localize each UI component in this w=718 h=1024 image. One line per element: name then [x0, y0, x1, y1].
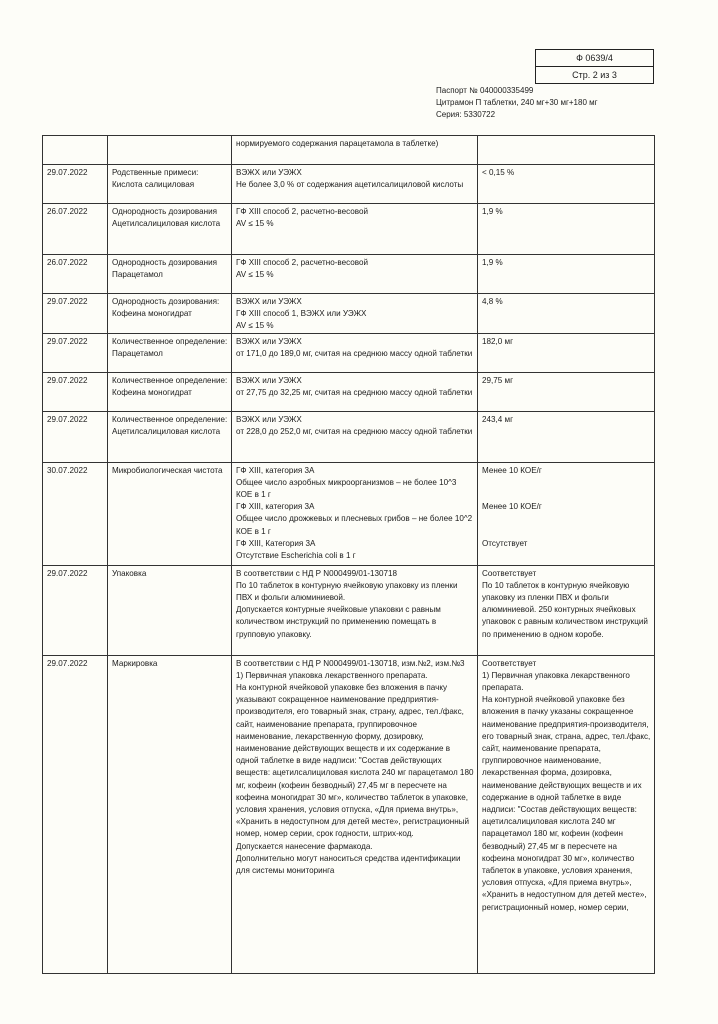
test-requirement: В соответствии с НД Р N000499/01-130718, изм.№2, изм.№3 1) Первичная упаковка лекарственного препарата. На контурной ячейковой упаковке без вложения в пачку указывают сокращенное наименование предприятия-производителя, его товарный знак, страну, адрес, тел./факс, сайт, наименование препарата, группировочное наименование, лекарственную форму, дозировку, наименование действующих веществ и их содержание в одной таблетке в виде надписи: "Состав действующих веществ: ацетилсалициловая кислота 240 мг парацетамол 180 мг, кофеин (кофеин безводный) 27,45 мг в пересчете на кофеина моногидрат 30 мг», количество таблеток в упаковке, условия хранения, условия отпуска, «Для приема внутрь», «Хранить в недоступном для детей месте», регистрационный номер, номер серии, срок годности, штрих-код. Допускается нанесение фармакода. Дополнительно могут наноситься средства идентификации для системы мониторинга — [232, 655, 478, 973]
table-row — [43, 565, 655, 655]
form-code-box — [535, 49, 654, 84]
test-requirement: ВЭЖХ или УЭЖХ от 27,75 до 32,25 мг, считая на среднюю массу одной таблетки — [232, 372, 478, 411]
test-parameter: Однородность дозирования: Кофеина моногидрат — [108, 294, 232, 334]
test-requirement: ГФ XIII способ 2, расчетно-весовой AV ≤ 15 % — [232, 204, 478, 255]
test-parameter: Однородность дозирования Парацетамол — [108, 255, 232, 294]
test-parameter: Микробиологическая чистота — [108, 462, 232, 565]
table-row — [43, 411, 655, 462]
test-requirement: ВЭЖХ или УЭЖХ ГФ XIII способ 1, ВЭЖХ или УЭЖХ AV ≤ 15 % — [232, 294, 478, 334]
test-result — [478, 136, 655, 165]
test-date: 26.07.2022 — [43, 255, 108, 294]
product-name: Цитрамон П таблетки, 240 мг+30 мг+180 мг — [436, 98, 598, 107]
test-date: 29.07.2022 — [43, 565, 108, 655]
test-parameter: Количественное определение: Ацетилсалициловая кислота — [108, 411, 232, 462]
test-requirement: ВЭЖХ или УЭЖХ от 171,0 до 189,0 мг, считая на среднюю массу одной таблетки — [232, 333, 478, 372]
test-date: 29.07.2022 — [43, 655, 108, 973]
test-results-table — [42, 135, 655, 974]
test-parameter: Однородность дозирования Ацетилсалициловая кислота — [108, 204, 232, 255]
test-requirement: ГФ XIII, категория 3А Общее число аэробных микроорганизмов – не более 10^3 КОЕ в 1 г ГФ XIII, категория 3А Общее число дрожжевых и плесневых грибов – не более 10^2 КОЕ в 1 г ГФ XIII, Категория 3А Отсутствие Escherichia coli в 1 г — [232, 462, 478, 565]
table-row — [43, 372, 655, 411]
test-parameter: Маркировка — [108, 655, 232, 973]
table-row — [43, 165, 655, 204]
test-result: Менее 10 КОЕ/г Менее 10 КОЕ/г Отсутствует — [478, 462, 655, 565]
page-number: Стр. 2 из 3 — [536, 66, 653, 83]
test-result: 243,4 мг — [478, 411, 655, 462]
test-result: 1,9 % — [478, 255, 655, 294]
test-result: Соответствует 1) Первичная упаковка лекарственного препарата. На контурной ячейковой упаковке без вложения в пачку указаны сокращенное наименование предприятия-производителя, его товарный знак, страна, адрес, тел./факс, сайт, наименование препарата, группировочное наименование, лекарственная форма, дозировка, наименование действующих веществ и их содержание в одной таблетке в виде надписи: "Состав действующих веществ: ацетилсалициловая кислота 240 мг парацетамол 180 мг, кофеин (кофеин безводный) 27,45 мг в пересчете на кофеина моногидрат 30 мг», количество таблеток в упаковке, условия хранения, условия отпуска, «Для приема внутрь», «Хранить в недоступном для детей месте», регистрационный номер, номер серии, — [478, 655, 655, 973]
test-parameter: Упаковка — [108, 565, 232, 655]
test-parameter: Родственные примеси: Кислота салициловая — [108, 165, 232, 204]
test-date — [43, 136, 108, 165]
test-parameter — [108, 136, 232, 165]
test-requirement: ВЭЖХ или УЭЖХ Не более 3,0 % от содержания ацетилсалициловой кислоты — [232, 165, 478, 204]
test-result: 29,75 мг — [478, 372, 655, 411]
document-header — [436, 85, 598, 121]
test-date: 29.07.2022 — [43, 165, 108, 204]
test-result: 182,0 мг — [478, 333, 655, 372]
series-number: Серия: 5330722 — [436, 110, 496, 119]
test-result: 4,8 % — [478, 294, 655, 334]
table-row — [43, 204, 655, 255]
test-requirement: В соответствии с НД Р N000499/01-130718 По 10 таблеток в контурную ячейковую упаковку из пленки ПВХ и фольги алюминиевой. Допускается контурные ячейковые упаковки с равным количеством инструкций по применению помещать в групповую упаковку. — [232, 565, 478, 655]
test-date: 26.07.2022 — [43, 204, 108, 255]
test-parameter: Количественное определение: Кофеина моногидрат — [108, 372, 232, 411]
test-result: 1,9 % — [478, 204, 655, 255]
test-result: Соответствует По 10 таблеток в контурную ячейковую упаковку из пленки ПВХ и фольги алюминиевой. 250 контурных ячейковых упаковок с равным количеством инструкций по применению в одном коробе. — [478, 565, 655, 655]
form-code: Ф 0639/4 — [576, 53, 613, 63]
test-result: < 0,15 % — [478, 165, 655, 204]
test-date: 30.07.2022 — [43, 462, 108, 565]
table-row — [43, 333, 655, 372]
test-date: 29.07.2022 — [43, 294, 108, 334]
test-date: 29.07.2022 — [43, 333, 108, 372]
test-date: 29.07.2022 — [43, 411, 108, 462]
table-row — [43, 462, 655, 565]
test-parameter: Количественное определение: Парацетамол — [108, 333, 232, 372]
test-requirement: нормируемого содержания парацетамола в таблетке) — [232, 136, 478, 165]
table-row — [43, 655, 655, 973]
table-row — [43, 255, 655, 294]
test-requirement: ГФ XIII способ 2, расчетно-весовой AV ≤ 15 % — [232, 255, 478, 294]
table-row — [43, 136, 655, 165]
test-requirement: ВЭЖХ или УЭЖХ от 228,0 до 252,0 мг, считая на среднюю массу одной таблетки — [232, 411, 478, 462]
passport-number: Паспорт № 040000335499 — [436, 86, 534, 95]
test-date: 29.07.2022 — [43, 372, 108, 411]
table-row — [43, 294, 655, 334]
